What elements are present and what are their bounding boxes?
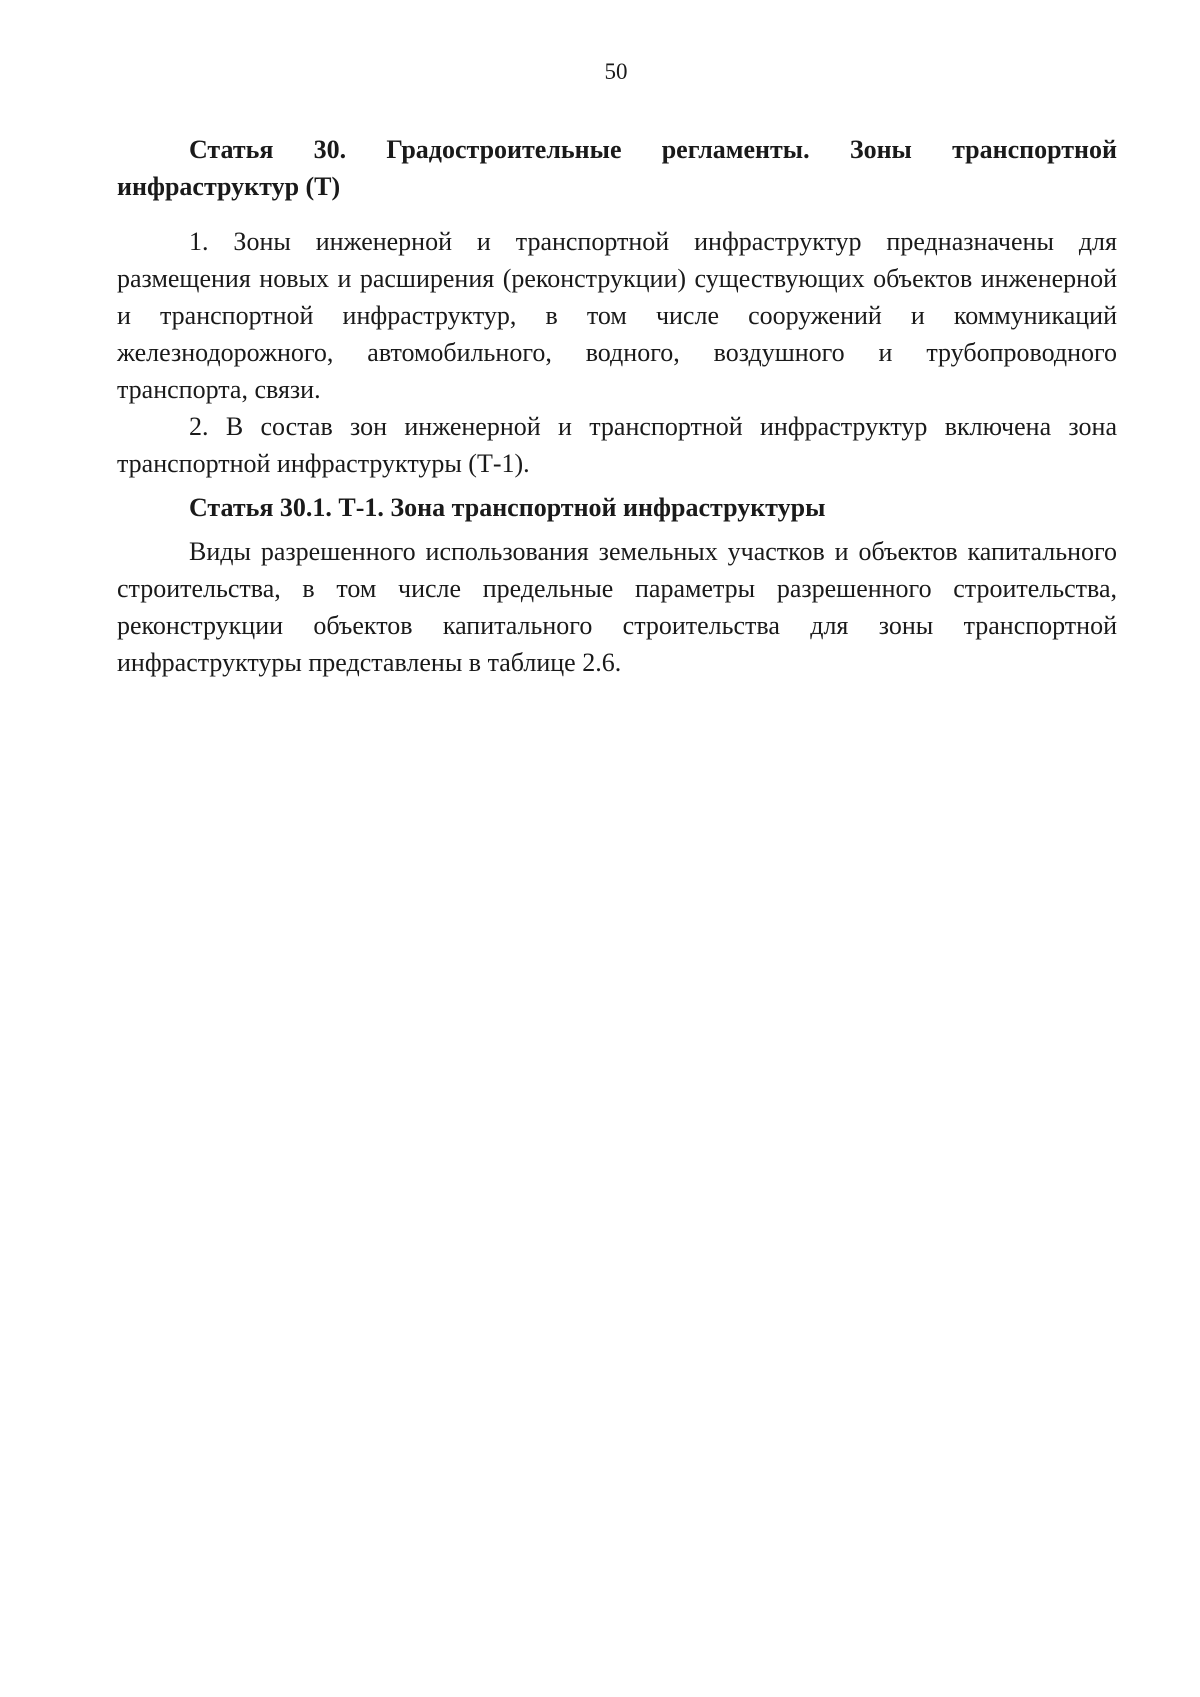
page-content — [117, 131, 1117, 681]
article-30-1-title: Статья 30.1. Т-1. Зона транспортной инфраструктуры — [189, 493, 826, 522]
article-30-1-paragraph-1: Виды разрешенного использования земельных участков и объектов капитального строительства, в том числе предельные параметры разрешенного строительства, реконструкции объектов капитального строительства для зоны транспортной инфраструктуры представлены в таблице 2.6. — [117, 537, 1117, 677]
page-number: 50 — [604, 59, 628, 84]
article-30-title: Статья 30. Градостроительные регламенты. Зоны транспортной инфраструктур (Т) — [117, 135, 1117, 201]
article-30-paragraph-1: 1. Зоны инженерной и транспортной инфраструктур предназначены для размещения новых и расширения (реконструкции) существующих объектов инженерной и транспортной инфраструктур, в том числе сооружений и коммуникаций железнодорожного, автомобильного, водного, воздушного и трубопроводного транспорта, связи. — [117, 227, 1117, 404]
article-30-paragraph-2: 2. В состав зон инженерной и транспортной инфраструктур включена зона транспортной инфраструктуры (Т-1). — [117, 412, 1117, 478]
